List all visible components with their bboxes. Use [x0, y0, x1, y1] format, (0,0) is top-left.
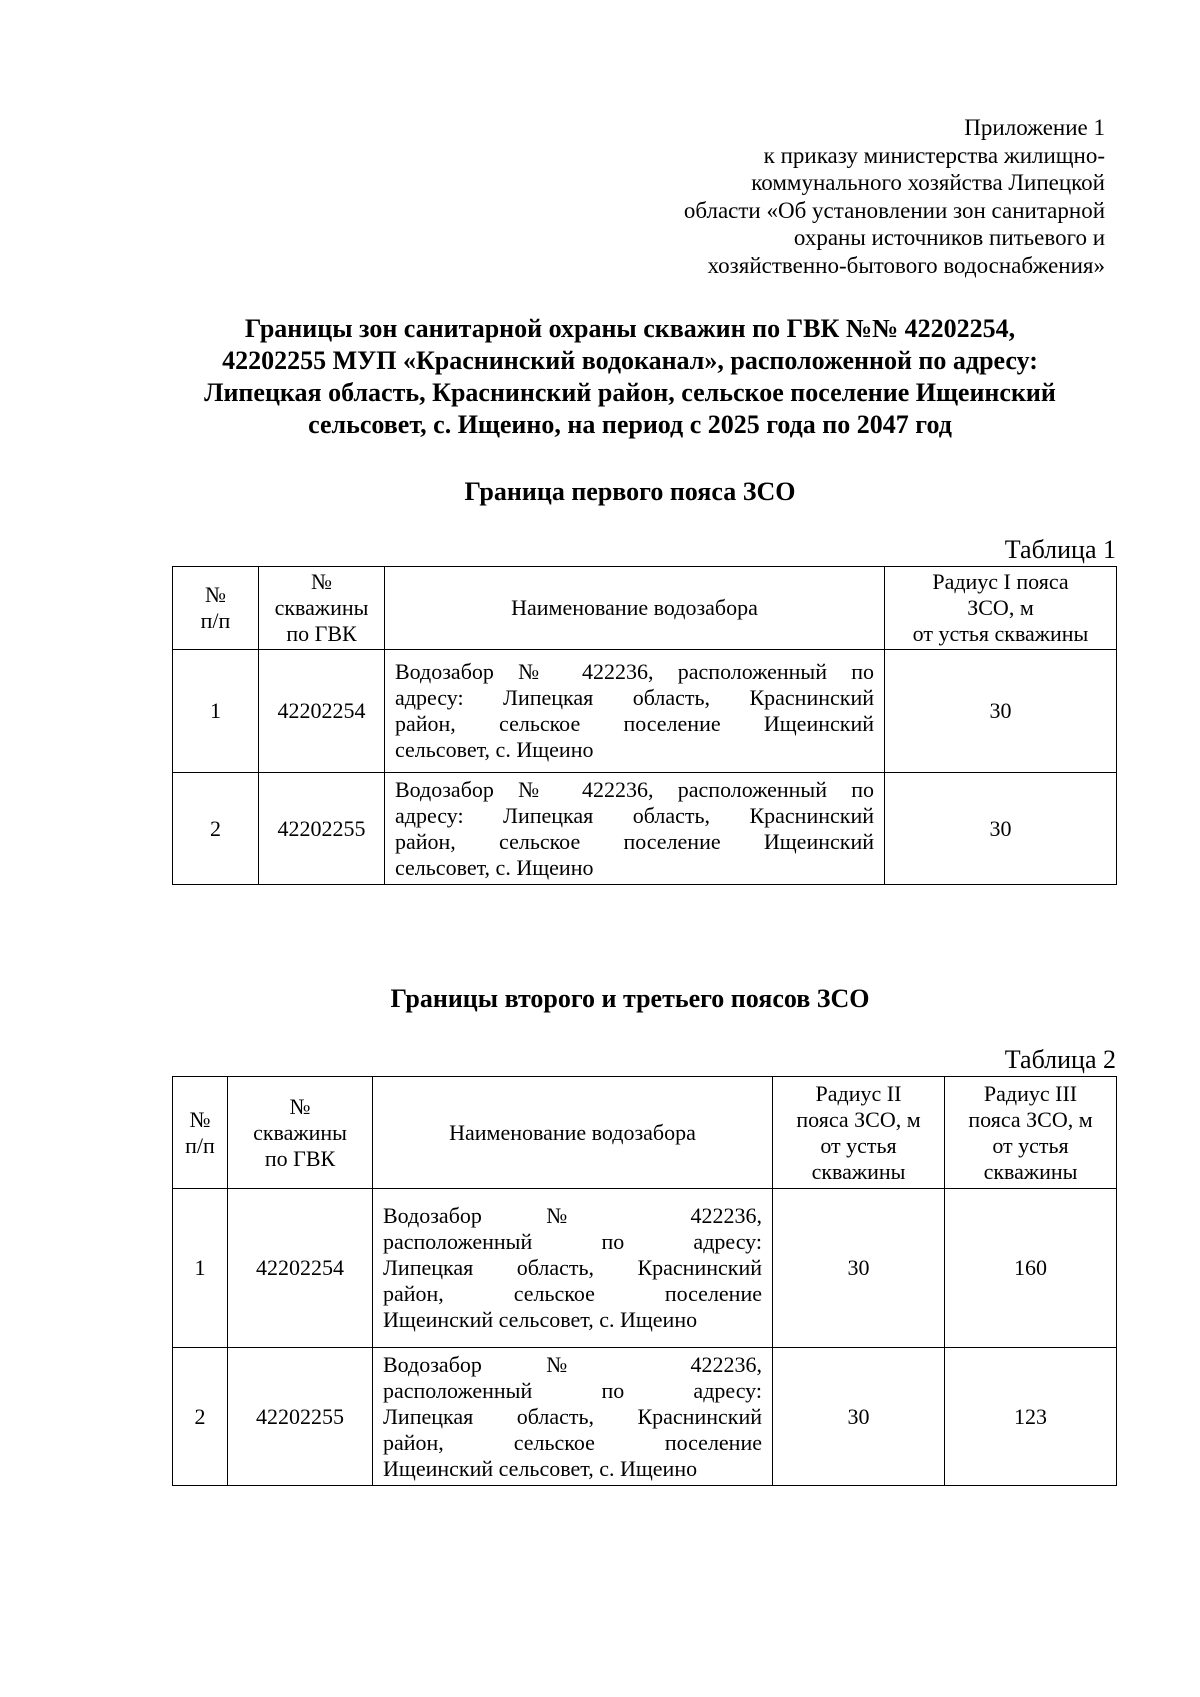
header-num: № п/п — [173, 567, 259, 650]
section1-title: Граница первого пояса ЗСО — [464, 477, 796, 506]
cell-radius-2: 30 — [773, 1348, 945, 1486]
table1 — [172, 566, 1117, 885]
table-row — [173, 1348, 1117, 1486]
table2 — [172, 1076, 1117, 1486]
table2-caption: Таблица 2 — [1004, 1045, 1116, 1074]
cell-name: Водозабор № 422236, расположенный по адресу: Липецкая область, Краснинский район, сельское поселение Ищеинский сельсовет, с. Ищеино — [373, 1189, 773, 1348]
title-line: Границы зон санитарной охраны скважин по ГВК №№ 42202254, — [244, 314, 1016, 343]
header-radius: Радиус I пояса ЗСО, м от устья скважины — [885, 567, 1117, 650]
title-line: 42202255 МУП «Краснинский водоканал», расположенной по адресу: — [222, 346, 1038, 375]
table-header-row — [173, 1077, 1117, 1189]
header-name: Наименование водозабора — [373, 1077, 773, 1189]
appendix-line: хозяйственно-бытового водоснабжения» — [707, 252, 1105, 278]
cell-name: Водозабор № 422236, расположенный по адресу: Липецкая область, Краснинский район, сельское поселение Ищеинский сельсовет, с. Ищеино — [373, 1348, 773, 1486]
header-well: № скважины по ГВК — [259, 567, 385, 650]
header-well: № скважины по ГВК — [228, 1077, 373, 1189]
cell-well: 42202254 — [259, 650, 385, 773]
title-line: сельсовет, с. Ищеино, на период с 2025 года по 2047 год — [308, 410, 952, 439]
cell-num: 2 — [173, 773, 259, 885]
cell-radius: 30 — [885, 773, 1117, 885]
title-line: Липецкая область, Краснинский район, сельское поселение Ищеинский — [204, 378, 1056, 407]
table-row — [173, 650, 1117, 773]
table1-caption: Таблица 1 — [1004, 535, 1116, 564]
table-row — [173, 1189, 1117, 1348]
cell-radius-3: 123 — [945, 1348, 1117, 1486]
table-row — [173, 773, 1117, 885]
appendix-header — [684, 114, 1105, 279]
cell-num: 1 — [173, 1189, 228, 1348]
section2-title: Границы второго и третьего поясов ЗСО — [390, 984, 870, 1013]
header-num: № п/п — [173, 1077, 228, 1189]
cell-name: Водозабор № 422236, расположенный по адресу: Липецкая область, Краснинский район, сельское поселение Ищеинский сельсовет, с. Ищеино — [385, 650, 885, 773]
appendix-line: коммунального хозяйства Липецкой — [751, 170, 1105, 195]
appendix-line: охраны источников питьевого и — [793, 225, 1105, 250]
cell-well: 42202254 — [228, 1189, 373, 1348]
header-name: Наименование водозабора — [385, 567, 885, 650]
header-radius-3: Радиус III пояса ЗСО, м от устья скважины — [945, 1077, 1117, 1189]
cell-well: 42202255 — [228, 1348, 373, 1486]
cell-num: 2 — [173, 1348, 228, 1486]
cell-well: 42202255 — [259, 773, 385, 885]
table-header-row — [173, 567, 1117, 650]
cell-radius-2: 30 — [773, 1189, 945, 1348]
cell-radius: 30 — [885, 650, 1117, 773]
appendix-line: к приказу министерства жилищно- — [763, 142, 1105, 168]
cell-num: 1 — [173, 650, 259, 773]
appendix-line: области «Об установлении зон санитарной — [683, 197, 1105, 223]
appendix-line: Приложение 1 — [964, 115, 1105, 140]
cell-radius-3: 160 — [945, 1189, 1117, 1348]
document-title — [150, 313, 1110, 441]
cell-name: Водозабор № 422236, расположенный по адресу: Липецкая область, Краснинский район, сельское поселение Ищеинский сельсовет, с. Ищеино — [385, 773, 885, 885]
header-radius-2: Радиус II пояса ЗСО, м от устья скважины — [773, 1077, 945, 1189]
